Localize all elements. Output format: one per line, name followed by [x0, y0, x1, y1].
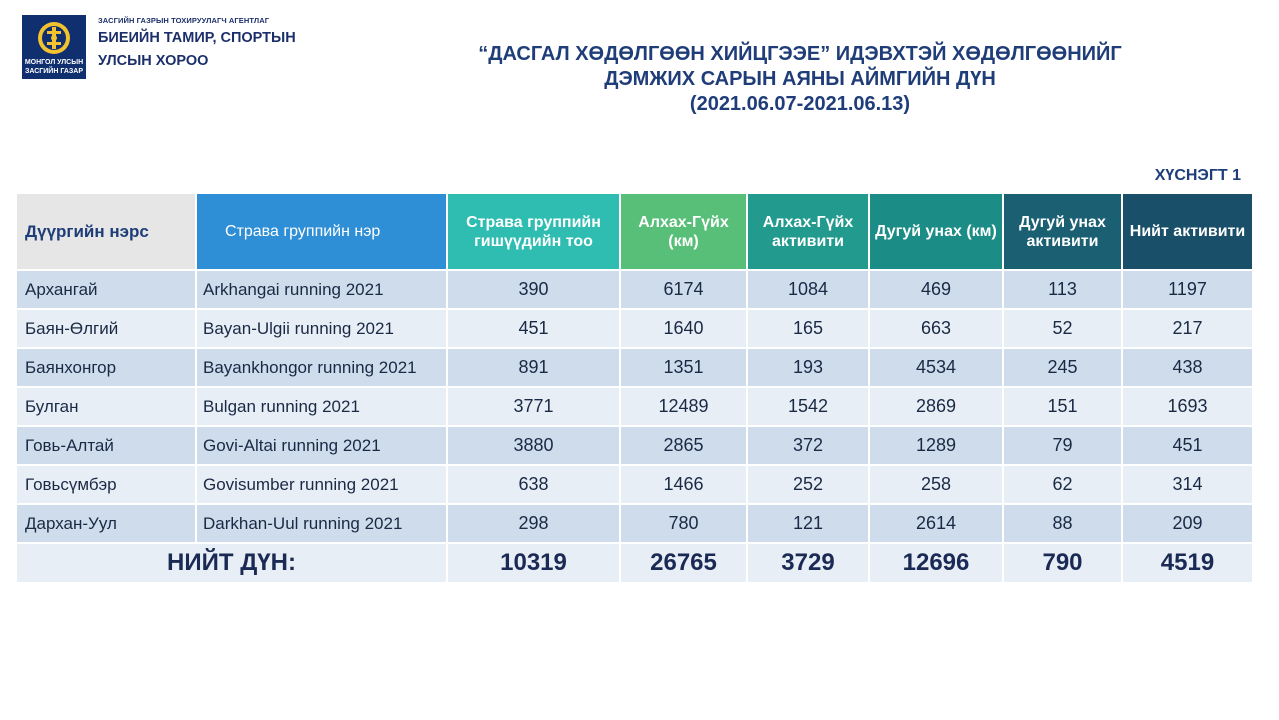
cell-total-activity: 314 — [1123, 464, 1252, 503]
cell-walk-run-activity: 1084 — [748, 269, 868, 308]
table-row — [17, 308, 1252, 347]
cell-cycling-activity: 88 — [1004, 503, 1121, 542]
cell-cycling-activity: 113 — [1004, 269, 1121, 308]
total-row — [17, 542, 1252, 582]
cell-members: 451 — [448, 308, 619, 347]
cell-cycling-activity: 52 — [1004, 308, 1121, 347]
column-header-members: Страва группийн гишүүдийн тоо — [448, 194, 619, 269]
table-label: ХҮСНЭГТ 1 — [1154, 167, 1241, 184]
total-walk-run-km: 26765 — [621, 542, 746, 582]
total-cycling-km: 12696 — [870, 542, 1002, 582]
total-label: НИЙТ ДҮН: — [17, 542, 446, 582]
cell-district: Архангай — [17, 269, 195, 308]
agency-subtitle: ЗАСГИЙН ГАЗРЫН ТОХИРУУЛАГЧ АГЕНТЛАГ — [98, 16, 270, 25]
cell-walk-run-km: 1351 — [621, 347, 746, 386]
cell-cycling-km: 1289 — [870, 425, 1002, 464]
cell-walk-run-km: 1466 — [621, 464, 746, 503]
column-header-total-activity: Нийт активити — [1123, 194, 1252, 269]
table-row — [17, 464, 1252, 503]
cell-district: Баянхонгор — [17, 347, 195, 386]
logo-caption-1: МОНГОЛ УЛСЫН — [24, 59, 84, 66]
column-header-group-name: Страва группийн нэр — [197, 194, 446, 269]
total-cycling-activity: 790 — [1004, 542, 1121, 582]
table-row — [17, 503, 1252, 542]
table-header-row — [17, 194, 1252, 269]
title-line2: ДЭМЖИХ САРЫН АЯНЫ АЙМГИЙН ДҮН — [604, 68, 996, 90]
cell-walk-run-km: 6174 — [621, 269, 746, 308]
total-walk-run-activity: 3729 — [748, 542, 868, 582]
cell-members: 390 — [448, 269, 619, 308]
cell-group-name: Govi-Altai running 2021 — [197, 425, 446, 464]
cell-district: Говь-Алтай — [17, 425, 195, 464]
cell-group-name: Darkhan-Uul running 2021 — [197, 503, 446, 542]
cell-cycling-activity: 79 — [1004, 425, 1121, 464]
cell-walk-run-km: 780 — [621, 503, 746, 542]
column-header-cycling-activity: Дугуй унах активити — [1004, 194, 1121, 269]
cell-cycling-km: 469 — [870, 269, 1002, 308]
government-logo — [22, 15, 86, 79]
cell-group-name: Bayankhongor running 2021 — [197, 347, 446, 386]
cell-cycling-km: 258 — [870, 464, 1002, 503]
page-title — [330, 42, 1270, 117]
cell-district: Говьсүмбэр — [17, 464, 195, 503]
agency-title-line2: УЛСЫН ХОРОО — [98, 53, 209, 69]
logo-caption-2: ЗАСГИЙН ГАЗАР — [24, 68, 84, 75]
cell-district: Дархан-Уул — [17, 503, 195, 542]
column-header-walk-run-km: Алхах-Гүйх (км) — [621, 194, 746, 269]
column-header-walk-run-activity: Алхах-Гүйх активити — [748, 194, 868, 269]
cell-cycling-km: 663 — [870, 308, 1002, 347]
title-line1: “ДАСГАЛ ХӨДӨЛГӨӨН ХИЙЦГЭЭЕ” ИДЭВХТЭЙ ХӨДӨЛГӨӨНИЙГ — [478, 43, 1122, 65]
table-row — [17, 269, 1252, 308]
cell-walk-run-activity: 372 — [748, 425, 868, 464]
column-header-district: Дүүргийн нэрс — [17, 194, 195, 269]
cell-members: 3880 — [448, 425, 619, 464]
cell-walk-run-activity: 1542 — [748, 386, 868, 425]
cell-walk-run-activity: 165 — [748, 308, 868, 347]
cell-members: 3771 — [448, 386, 619, 425]
cell-walk-run-km: 2865 — [621, 425, 746, 464]
cell-walk-run-activity: 121 — [748, 503, 868, 542]
cell-cycling-activity: 62 — [1004, 464, 1121, 503]
cell-district: Булган — [17, 386, 195, 425]
cell-walk-run-km: 12489 — [621, 386, 746, 425]
cell-total-activity: 1693 — [1123, 386, 1252, 425]
cell-total-activity: 451 — [1123, 425, 1252, 464]
cell-total-activity: 217 — [1123, 308, 1252, 347]
cell-members: 638 — [448, 464, 619, 503]
cell-group-name: Govisumber running 2021 — [197, 464, 446, 503]
table-row — [17, 386, 1252, 425]
results-table — [15, 194, 1254, 582]
cell-group-name: Bayan-Ulgii running 2021 — [197, 308, 446, 347]
table-row — [17, 425, 1252, 464]
cell-group-name: Bulgan running 2021 — [197, 386, 446, 425]
cell-total-activity: 438 — [1123, 347, 1252, 386]
cell-walk-run-km: 1640 — [621, 308, 746, 347]
cell-walk-run-activity: 193 — [748, 347, 868, 386]
agency-title-line1: БИЕИЙН ТАМИР, СПОРТЫН — [98, 30, 296, 46]
table-row — [17, 347, 1252, 386]
cell-total-activity: 1197 — [1123, 269, 1252, 308]
cell-members: 891 — [448, 347, 619, 386]
cell-walk-run-activity: 252 — [748, 464, 868, 503]
column-header-cycling-km: Дугуй унах (км) — [870, 194, 1002, 269]
cell-group-name: Arkhangai running 2021 — [197, 269, 446, 308]
cell-cycling-km: 4534 — [870, 347, 1002, 386]
cell-members: 298 — [448, 503, 619, 542]
cell-cycling-activity: 151 — [1004, 386, 1121, 425]
cell-total-activity: 209 — [1123, 503, 1252, 542]
total-activity: 4519 — [1123, 542, 1252, 582]
cell-district: Баян-Өлгий — [17, 308, 195, 347]
cell-cycling-activity: 245 — [1004, 347, 1121, 386]
cell-cycling-km: 2614 — [870, 503, 1002, 542]
total-members: 10319 — [448, 542, 619, 582]
title-date-range: (2021.06.07-2021.06.13) — [689, 93, 911, 115]
agency-name — [98, 16, 296, 71]
cell-cycling-km: 2869 — [870, 386, 1002, 425]
